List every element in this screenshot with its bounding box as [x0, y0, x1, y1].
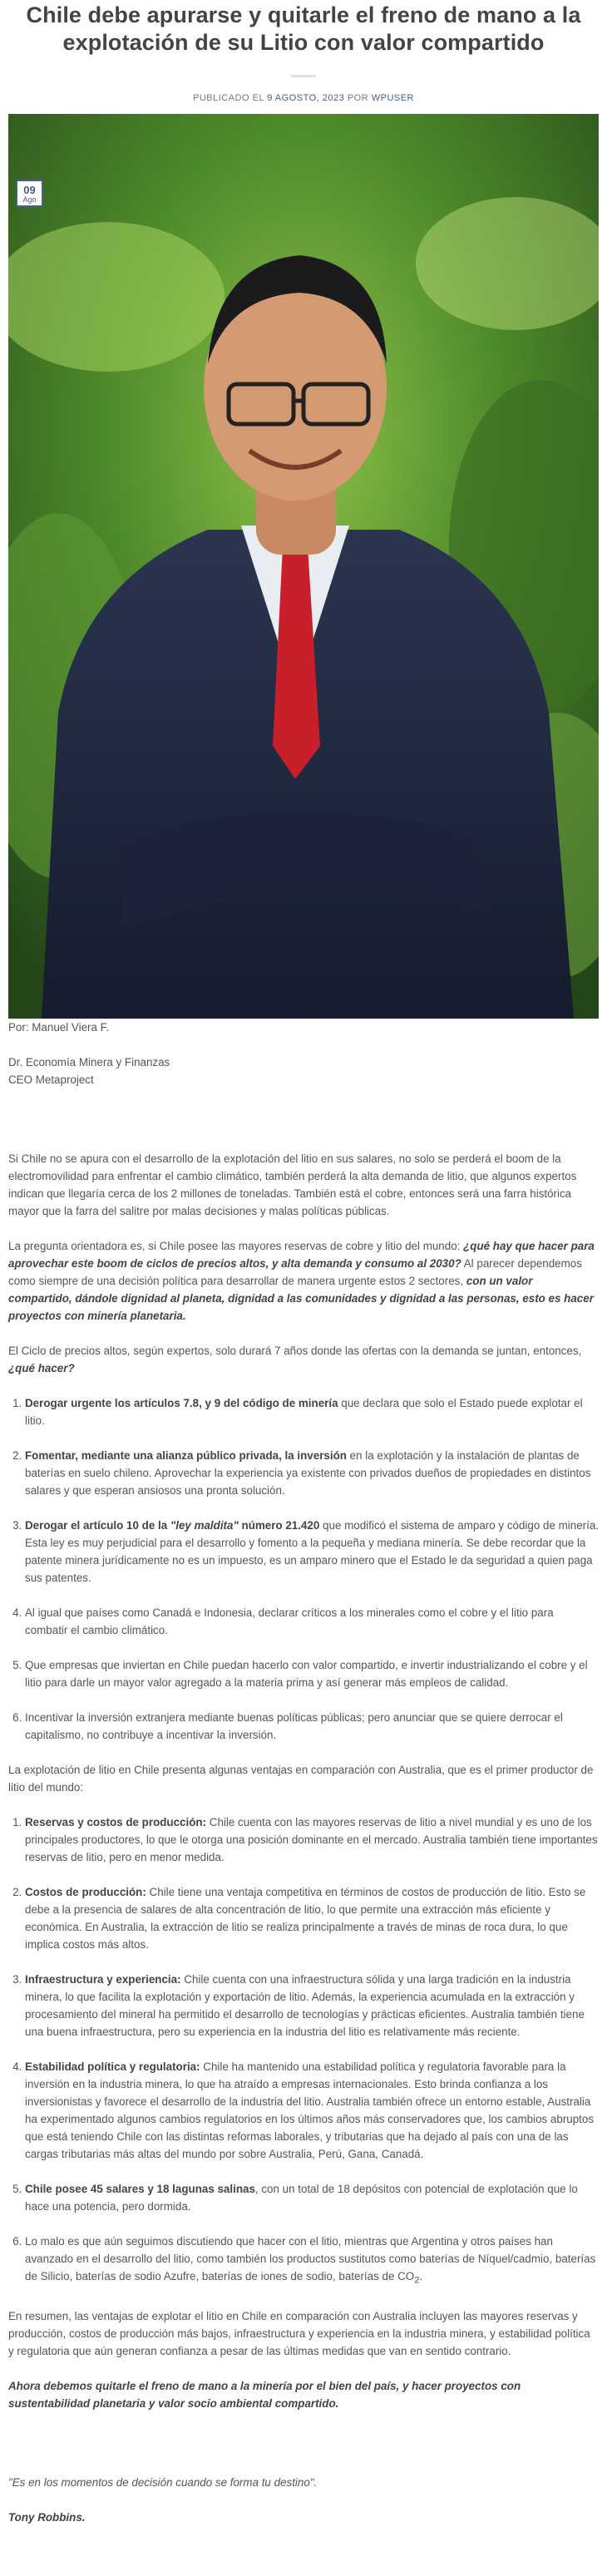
byline-author: Por: Manuel Viera F. — [8, 1021, 110, 1034]
spacer — [8, 1106, 599, 1150]
post-date-link[interactable]: 9 AGOSTO, 2023 — [267, 93, 345, 103]
list-item: 4. Al igual que países como Canadá e Indonesia, declarar críticos a los minerales como el cobre y el litio para combatir el cambio climático. — [25, 1604, 599, 1639]
title-divider — [291, 75, 316, 77]
list-item: 3. Infraestructura y experiencia: Chile cuenta con una infraestructura sólida y una larga tradición en la industria minera, lo que facilita la explotación y exportación de litio. Además, la experiencia acumulada en la extracción y procesamiento del mineral ha permitido el desarrollo de tecnologías y prácticas eficientes. Australia también tiene una buena infraestructura, pero su experiencia en la industria del litio es relativamente más reciente. — [25, 1971, 599, 2041]
p2-text-a: La pregunta orientadora es, si Chile posee las mayores reservas de cobre y litio del mundo: — [8, 1240, 464, 1252]
published-label: PUBLICADO EL — [192, 93, 264, 103]
byline-degree: Dr. Economía Minera y Finanzas — [8, 1056, 170, 1068]
list-item: 4. Estabilidad política y regulatoria: Chile ha mantenido una estabilidad política y regulatoria favorable para la inversión en la industria minera, lo que ha atraído a empresas internacionales. Esto brinda confianza a los inversionistas y favorece el desarrollo de la industria del litio. Australia también ofrece un entorno estable, Australia ha experimentado algunos cambios regulatorios en los últimos años más conservadores que, los cambios abruptos que está teniendo Chile con las distintas reformas laborales, y tributarias que ha dejado al país con una de las cargas tributarias más altas del mundo por sobre Australia, Perú, Gana, Canadá. — [25, 2058, 599, 2163]
cta-text: Ahora debemos quitarle el freno de mano a la minería por el bien del país, y hacer proyectos con sustentabilidad planetaria y valor socio ambiental compartido. — [8, 2379, 521, 2410]
list-item: 3. Derogar el artículo 10 de la "ley maldita" número 21.420 que modificó el sistema de amparo y código de minería. Esta ley es muy perjudicial para el desarrollo y fomento a la pequeña y mediana minería. Se debe recordar que la patente minera jurídicamente no es un impuesto, es un amparo minero que el Estado le da seguridad a quien paga sus patentes. — [25, 1517, 599, 1587]
by-label: POR — [347, 93, 369, 103]
post-content — [8, 1019, 599, 2526]
quote-text: "Es en los momentos de decisión cuando se forma tu destino". — [8, 2475, 318, 2489]
list-item: 2. Fomentar, mediante una alianza público privada, la inversión en la explotación y la instalación de plantas de baterías en suelo chileno. Aprovechar la experiencia ya existente con privados dueños de propiedades en distintos salares y que esperan ansiosos una pronta solución. — [25, 1447, 599, 1499]
paragraph-call-to-action — [8, 2377, 599, 2412]
p2-text-c: Al parecer dependemos como siempre de una decisión política para desarrollar de manera urgente estos 2 sectores, — [8, 1257, 582, 1287]
p2-emphasis: con un valor compartido, dándole dignidad al planeta, dignidad a las comunidades y dignidad a las personas, esto es hacer proyectos con minería planetaria. — [8, 1275, 594, 1322]
list-item: 5. Chile posee 45 salares y 18 lagunas salinas, con un total de 18 depósitos con potencial de explotación que lo hace una potencia, pero dormida. — [25, 2180, 599, 2215]
paragraph-question — [8, 1237, 599, 1325]
closing-quote — [8, 2474, 599, 2491]
quote-author-name: Tony Robbins. — [8, 2510, 86, 2524]
action-list — [8, 1394, 599, 1744]
post-meta — [8, 93, 599, 103]
p3-question: ¿qué hacer? — [8, 1362, 75, 1374]
list-item: 6. Incentivar la inversión extranjera mediante buenas políticas públicas; pero anunciar que se quiere derrocar el capitalismo, no contribuye a incentivar la inversión. — [25, 1709, 599, 1744]
spacer — [8, 2430, 599, 2474]
paragraph-intro: Si Chile no se apura con el desarrollo de la explotación del litio en sus salares, no solo se perderá el boom de la electromovilidad para enfrentar el cambio climático, también perderá la alta demanda de litio, que algunos expertos indican que llegaría cerca de los 2 millones de toneladas. También está el cobre, entonces será una farra histórica mayor que la farra del salitre por malas decisiones y malas políticas públicas. — [8, 1152, 577, 1217]
byline-credentials — [8, 1054, 599, 1088]
p3-text: El Ciclo de precios altos, según expertos, solo durará 7 años donde las ofertas con la demanda se juntan, entonces, — [8, 1345, 582, 1357]
author-link[interactable]: WPUSER — [371, 93, 414, 103]
paragraph-cycle — [8, 1342, 599, 1377]
portrait-photo — [8, 114, 599, 1019]
post-title: Chile debe apurarse y quitarle el freno de mano a la explotación de su Litio con valor compartido — [26, 2, 581, 55]
list-item: 1. Reservas y costos de producción: Chile cuenta con las mayores reservas de litio a nivel mundial y es uno de los principales productores, lo que le otorga una posición dominante en el mercado. Australia también tiene importantes reservas de litio, pero en menor medida. — [25, 1814, 599, 1866]
badge-day: 09 — [23, 184, 36, 196]
paragraph-summary: En resumen, las ventajas de explotar el litio en Chile en comparación con Australia incluyen las mayores reservas y producción, costos de producción más bajos, infraestructura y experiencia en la industria minera, y estabilidad política y regulatoria que aún generan confianza a pesar de las últimas medidas que van en sentido contrario. — [8, 2309, 590, 2357]
list-item: 1. Derogar urgente los artículos 7.8, y 9 del código de minería que declara que solo el Estado puede explotar el litio. — [25, 1394, 599, 1429]
list-item: 2. Costos de producción: Chile tiene una ventaja competitiva en términos de costos de producción de litio. Esto se debe a la presencia de salares de alta concentración de litio, lo que permite una extracción más eficiente y económica. En Australia, la extracción de litio se realiza principalmente a través de minas de roca dura, lo que implica costos más altos. — [25, 1883, 599, 1953]
advantages-list — [8, 1814, 599, 2290]
quote-author — [8, 2509, 599, 2526]
list-item: 6. Lo malo es que aún seguimos discutiendo que hacer con el litio, mientras que Argentina y otros países han avanzado en el desarrollo del litio, como también los productos sustitutos como baterías de Níquel/cadmio, baterías de Silicio, baterías de sodio Azufre, baterías de iones de sodio, baterías de $CO_2$. — [25, 2233, 599, 2290]
list-item: 5. Que empresas que inviertan en Chile puedan hacerlo con valor compartido, e invertir industrializando el cobre y el litio para darle un mayor valor agregado a la materia prima y así generar más empleos de calidad. — [25, 1656, 599, 1691]
p2-question: ¿qué hay que hacer para aprovechar este boom de ciclos de precios altos, y alta demanda y consumo al 2030? — [8, 1240, 595, 1270]
date-badge — [16, 180, 43, 207]
byline-role: CEO Metaproject — [8, 1073, 94, 1086]
featured-image — [8, 114, 599, 1019]
paragraph-comparison: La explotación de litio en Chile presenta algunas ventajas en comparación con Australia, que es el primer productor de litio del mundo: — [8, 1764, 594, 1794]
badge-month: Ago — [22, 195, 37, 204]
